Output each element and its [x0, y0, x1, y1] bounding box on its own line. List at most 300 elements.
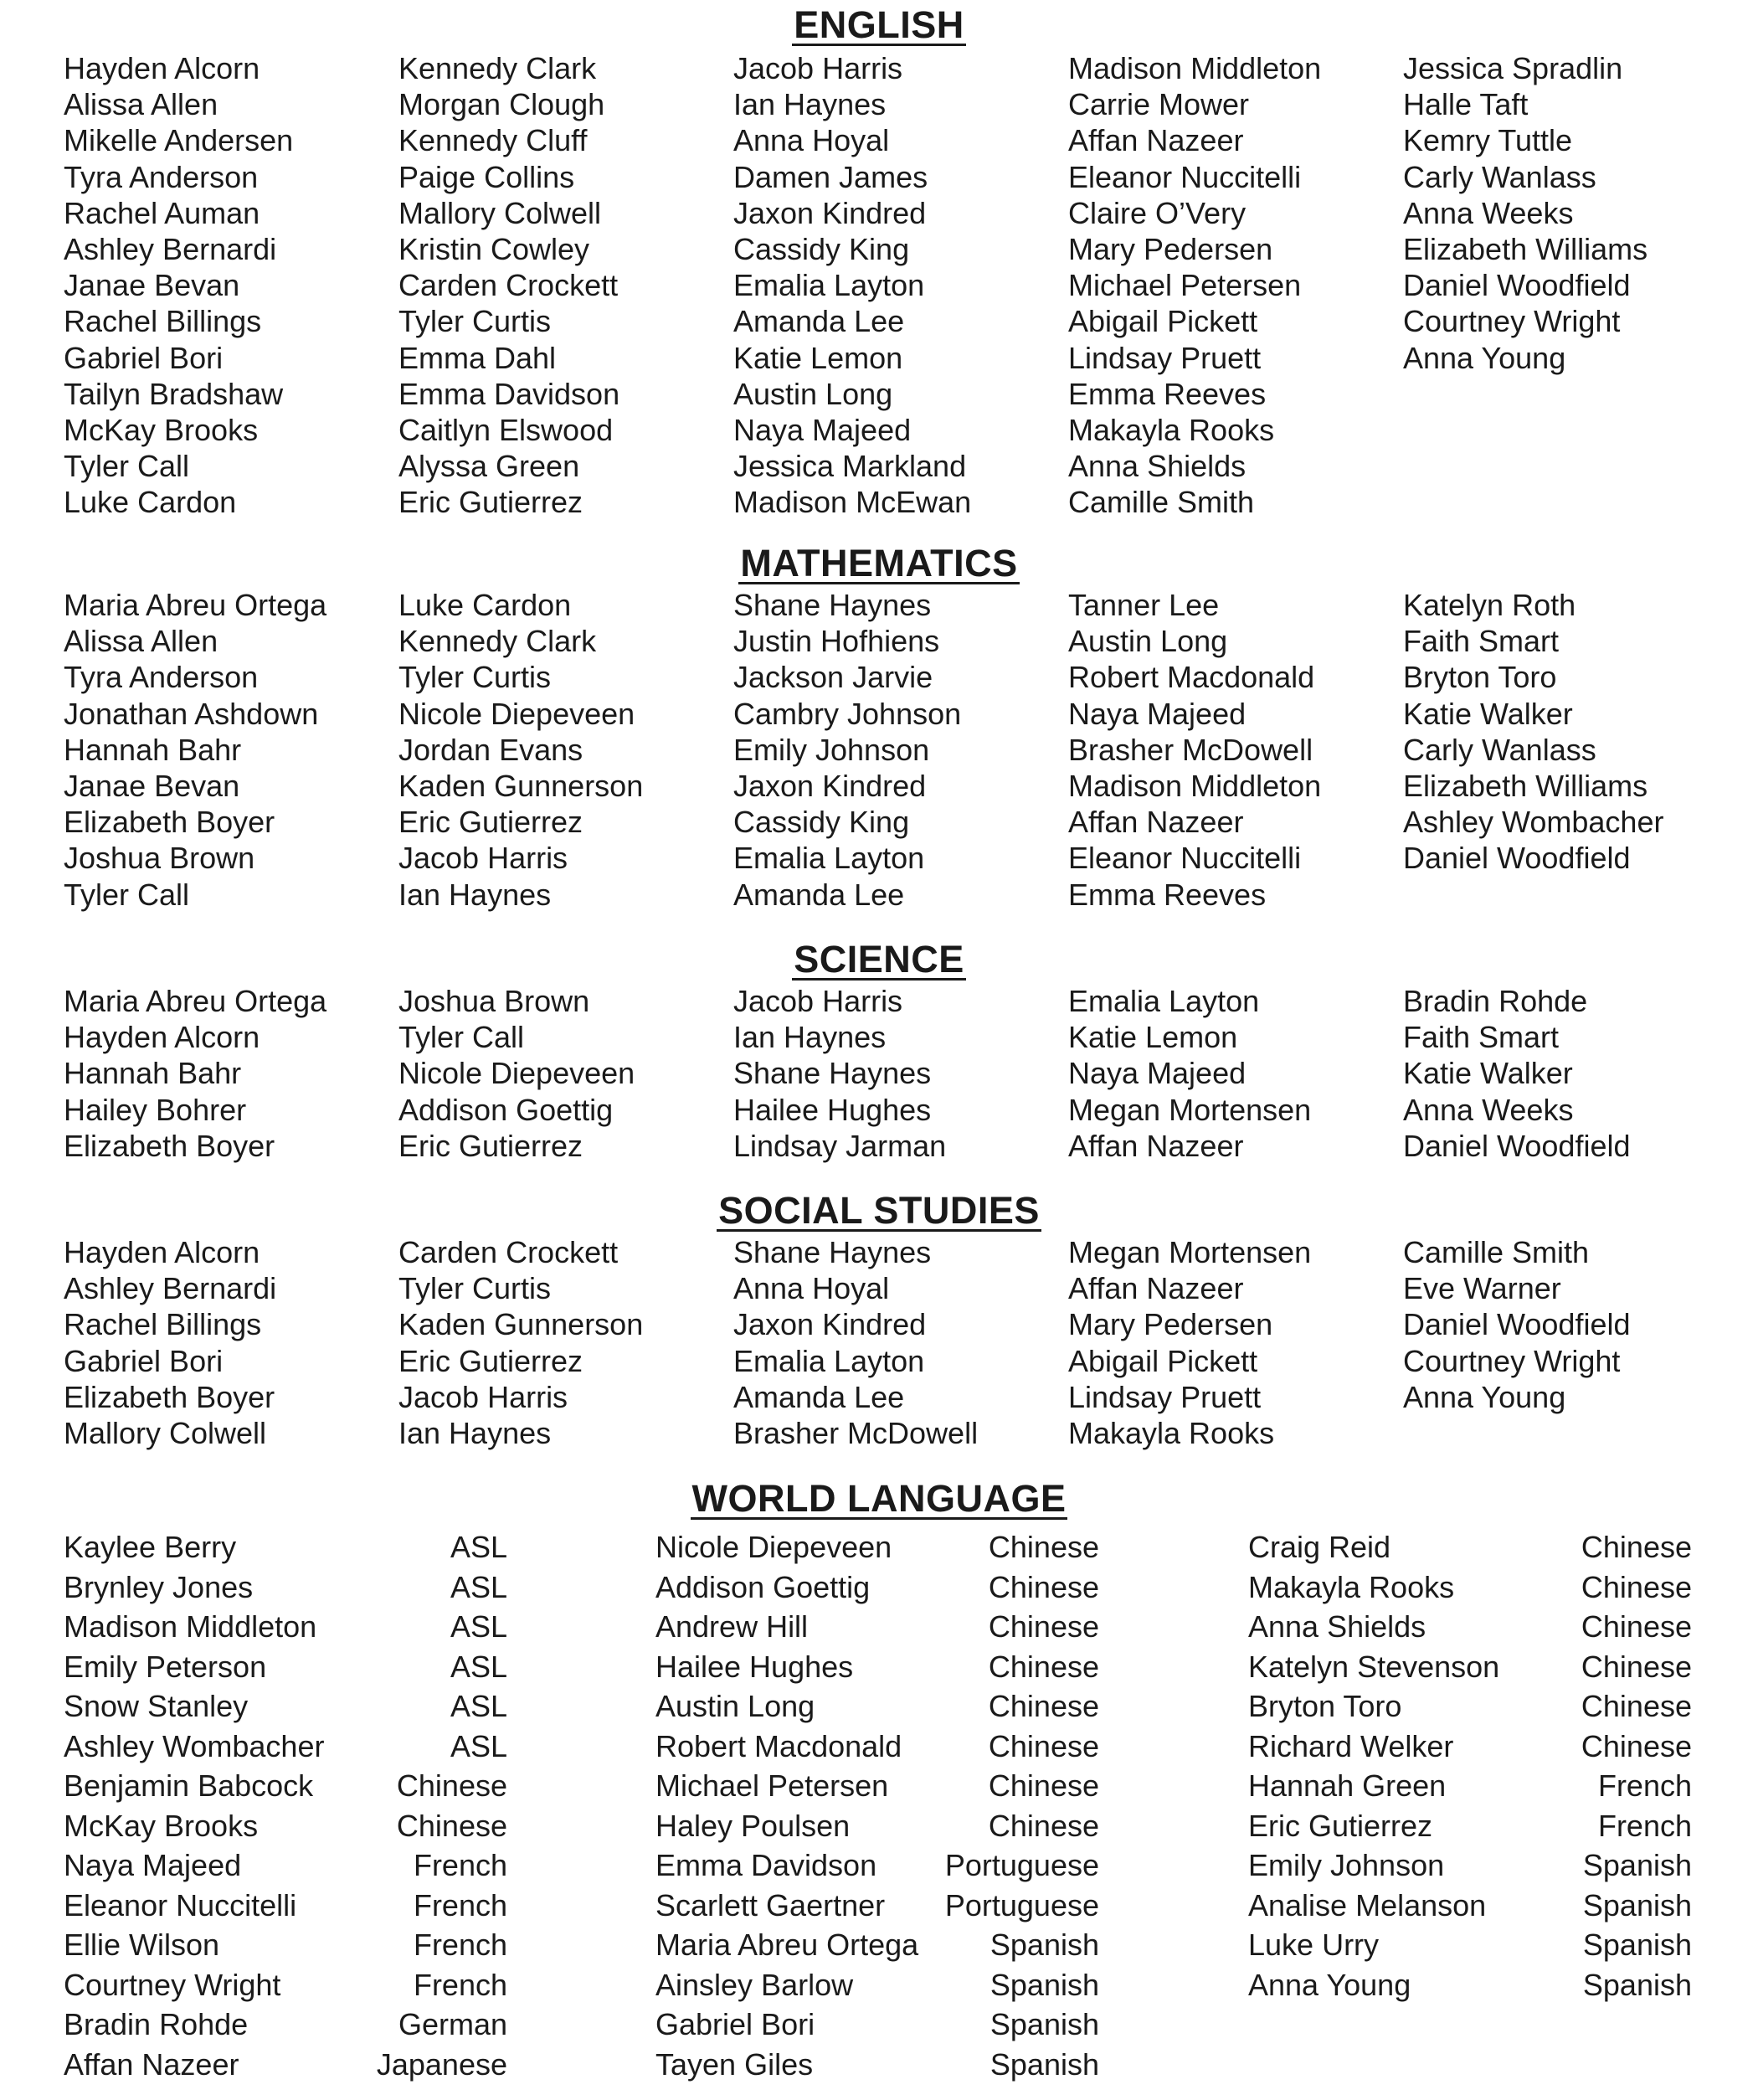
language-row	[655, 1766, 1099, 1806]
student-name: Eric Gutierrez	[1248, 1808, 1433, 1843]
name-column	[1403, 1234, 1738, 1415]
student-name: Addison Goettig	[655, 1569, 871, 1604]
student-name: Hannah Bahr	[64, 1056, 242, 1091]
student-name: Naya Majeed	[733, 412, 912, 447]
student-name: Maria Abreu Ortega	[64, 588, 327, 622]
language-label: Spanish	[990, 1928, 1099, 1962]
student-name: Madison Middleton	[1068, 768, 1322, 803]
student-name: Mallory Colwell	[398, 195, 602, 230]
student-name: Hannah Green	[1248, 1768, 1447, 1803]
language-row	[1248, 1647, 1692, 1687]
language-label: Portuguese	[944, 1887, 1099, 1922]
student-name: Tyler Call	[64, 877, 190, 912]
student-name: Tailyn Bradshaw	[64, 376, 284, 411]
student-name: Eric Gutierrez	[398, 1128, 583, 1163]
language-row	[1248, 1527, 1692, 1567]
world-language-heading: WORLD LANGUAGE	[691, 1477, 1067, 1520]
name-column	[398, 983, 733, 1164]
name-column	[398, 587, 733, 913]
student-name: Cassidy King	[733, 805, 910, 840]
name-column	[1068, 50, 1403, 520]
language-label: Chinese	[396, 1808, 507, 1843]
language-label: ASL	[450, 1530, 507, 1564]
student-name: Jacob Harris	[398, 841, 568, 876]
language-label: Spanish	[1582, 1967, 1692, 2002]
student-name: Snow Stanley	[64, 1689, 249, 1723]
student-name: Anna Shields	[1068, 449, 1247, 484]
name-column	[733, 587, 1068, 913]
student-name: Courtney Wright	[1403, 1343, 1621, 1378]
language-label: Spanish	[990, 1967, 1099, 2002]
student-name: Maria Abreu Ortega	[655, 1928, 919, 1962]
language-label: French	[413, 1887, 507, 1922]
student-name: Ellie Wilson	[64, 1928, 220, 1962]
student-name: Bryton Toro	[1403, 660, 1557, 695]
student-name: Claire O’Very	[1068, 195, 1247, 230]
language-label: Chinese	[1581, 1649, 1692, 1684]
student-name: Austin Long	[733, 376, 893, 411]
student-name: Anna Young	[1248, 1967, 1411, 2002]
student-name: Jonathan Ashdown	[64, 696, 319, 731]
student-name: Emma Dahl	[398, 340, 557, 375]
language-row	[64, 1965, 507, 2005]
language-label: Spanish	[1582, 1928, 1692, 1962]
student-name: Kristin Cowley	[398, 231, 590, 266]
language-label: French	[1597, 1768, 1692, 1803]
language-row	[1248, 1806, 1692, 1846]
language-row	[64, 2005, 507, 2045]
student-name: Naya Majeed	[64, 1848, 242, 1882]
section-title-social-studies	[0, 1189, 1758, 1236]
language-row	[1248, 1567, 1692, 1608]
student-name: Emily Johnson	[1248, 1848, 1445, 1882]
name-column	[1248, 1527, 1692, 2005]
language-label: French	[413, 1967, 507, 2002]
student-name: Bradin Rohde	[64, 2007, 249, 2041]
name-column	[64, 50, 398, 520]
language-label: French	[413, 1928, 507, 1962]
name-column	[733, 1234, 1068, 1451]
student-name: Joshua Brown	[64, 841, 255, 876]
language-row	[1248, 1727, 1692, 1767]
student-name: Daniel Woodfield	[1403, 268, 1631, 303]
language-row	[655, 1806, 1099, 1846]
student-name: Abigail Pickett	[1068, 304, 1258, 339]
student-name: Abigail Pickett	[1068, 1343, 1258, 1378]
language-label: Chinese	[988, 1609, 1099, 1644]
student-name: Elizabeth Boyer	[64, 805, 275, 840]
student-name: Hayden Alcorn	[64, 51, 260, 85]
language-label: Spanish	[1582, 1887, 1692, 1922]
student-name: Alissa Allen	[64, 87, 218, 122]
language-row	[655, 2045, 1099, 2085]
student-name: Anna Weeks	[1403, 1092, 1574, 1127]
student-name: Jacob Harris	[733, 984, 903, 1018]
language-label: Chinese	[1581, 1689, 1692, 1723]
student-name: Anna Hoyal	[733, 123, 890, 158]
language-row	[64, 2045, 507, 2085]
student-name: Katie Walker	[1403, 1056, 1573, 1091]
student-name: Nicole Diepeveen	[398, 1056, 635, 1091]
language-row	[655, 1925, 1099, 1965]
student-name: Rachel Auman	[64, 195, 260, 230]
student-name: Mallory Colwell	[64, 1415, 267, 1450]
student-name: Lindsay Pruett	[1068, 340, 1262, 375]
name-column	[1068, 587, 1403, 913]
student-name: Mary Pedersen	[1068, 1307, 1273, 1342]
language-label: Chinese	[1581, 1609, 1692, 1644]
student-name: Hailey Bohrer	[64, 1092, 247, 1127]
language-row	[1248, 1965, 1692, 2005]
student-name: Jessica Markland	[733, 449, 967, 484]
student-name: Tyra Anderson	[64, 159, 259, 194]
student-name: McKay Brooks	[64, 1808, 259, 1843]
student-name: Kemry Tuttle	[1403, 123, 1573, 158]
student-name: Tyler Curtis	[398, 1271, 552, 1306]
language-label: French	[1597, 1808, 1692, 1843]
student-name: Lindsay Pruett	[1068, 1379, 1262, 1414]
student-name: Makayla Rooks	[1068, 1415, 1275, 1450]
student-name: Megan Mortensen	[1068, 1235, 1312, 1269]
student-name: Hailee Hughes	[655, 1649, 854, 1684]
language-label: ASL	[450, 1728, 507, 1763]
language-label: Chinese	[988, 1689, 1099, 1723]
student-name: Elizabeth Williams	[1403, 231, 1648, 266]
student-name: Courtney Wright	[64, 1967, 281, 2002]
student-name: Shane Haynes	[733, 1235, 932, 1269]
student-name: Janae Bevan	[64, 768, 240, 803]
student-name: Anna Hoyal	[733, 1271, 890, 1306]
language-row	[655, 2005, 1099, 2045]
section-title-mathematics	[0, 542, 1758, 589]
student-name: Tyler Curtis	[398, 304, 552, 339]
student-name: Eleanor Nuccitelli	[1068, 159, 1302, 194]
student-name: Maria Abreu Ortega	[64, 984, 327, 1018]
language-label: Chinese	[988, 1649, 1099, 1684]
language-row	[655, 1686, 1099, 1727]
student-name: Eve Warner	[1403, 1271, 1561, 1306]
student-name: Carly Wanlass	[1403, 159, 1596, 194]
student-name: Courtney Wright	[1403, 304, 1621, 339]
language-row	[655, 1647, 1099, 1687]
student-name: Naya Majeed	[1068, 1056, 1247, 1091]
name-column	[398, 1234, 733, 1451]
student-name: McKay Brooks	[64, 412, 259, 447]
student-name: Cambry Johnson	[733, 696, 962, 731]
name-column	[64, 983, 398, 1164]
student-name: Brynley Jones	[64, 1569, 254, 1604]
language-row	[64, 1925, 507, 1965]
student-name: Jacob Harris	[398, 1379, 568, 1414]
student-name: Michael Petersen	[1068, 268, 1302, 303]
student-name: Paige Collins	[398, 159, 575, 194]
student-name: Katie Walker	[1403, 696, 1573, 731]
language-label: ASL	[450, 1689, 507, 1723]
student-name: Bryton Toro	[1248, 1689, 1402, 1723]
language-row	[1248, 1766, 1692, 1806]
english-heading: ENGLISH	[794, 3, 964, 46]
student-name: Carden Crockett	[398, 268, 619, 303]
student-name: Ian Haynes	[398, 1415, 552, 1450]
language-label: Chinese	[988, 1569, 1099, 1604]
language-label: ASL	[450, 1609, 507, 1644]
name-column	[1068, 1234, 1403, 1451]
name-column	[733, 50, 1068, 520]
language-row	[64, 1607, 507, 1647]
language-row	[1248, 1845, 1692, 1886]
language-label: Chinese	[988, 1530, 1099, 1564]
student-name: Katie Lemon	[733, 340, 903, 375]
student-name: Katelyn Roth	[1403, 588, 1576, 622]
student-name: Brasher McDowell	[1068, 732, 1313, 767]
language-label: Chinese	[988, 1728, 1099, 1763]
language-label: Chinese	[1581, 1530, 1692, 1564]
student-name: Luke Urry	[1248, 1928, 1380, 1962]
student-name: Mikelle Andersen	[64, 123, 294, 158]
student-name: Luke Cardon	[398, 588, 572, 622]
student-name: Kennedy Cluff	[398, 123, 588, 158]
language-row	[655, 1567, 1099, 1608]
student-name: Emma Reeves	[1068, 877, 1267, 912]
student-name: Lindsay Jarman	[733, 1128, 947, 1163]
student-name: Eric Gutierrez	[398, 805, 583, 840]
name-column	[398, 50, 733, 520]
language-row	[655, 1886, 1099, 1926]
student-name: Halle Taft	[1403, 87, 1529, 122]
language-row	[64, 1686, 507, 1727]
language-row	[655, 1727, 1099, 1767]
student-name: Kennedy Clark	[398, 624, 597, 659]
student-name: Katelyn Stevenson	[1248, 1649, 1500, 1684]
name-column	[1403, 50, 1738, 376]
student-name: Eric Gutierrez	[398, 1343, 583, 1378]
language-row	[1248, 1686, 1692, 1727]
student-name: Megan Mortensen	[1068, 1092, 1312, 1127]
student-name: Carden Crockett	[398, 1235, 619, 1269]
student-name: Jaxon Kindred	[733, 195, 927, 230]
student-name: Morgan Clough	[398, 87, 605, 122]
student-name: Brasher McDowell	[733, 1415, 979, 1450]
student-name: Hayden Alcorn	[64, 1020, 260, 1055]
student-name: Eleanor Nuccitelli	[64, 1887, 297, 1922]
social-studies-heading: SOCIAL STUDIES	[718, 1189, 1040, 1232]
language-row	[1248, 1886, 1692, 1926]
student-name: Makayla Rooks	[1248, 1569, 1455, 1604]
language-label: Chinese	[396, 1768, 507, 1803]
student-name: Haley Poulsen	[655, 1808, 851, 1843]
student-name: Robert Macdonald	[1068, 660, 1315, 695]
student-name: Jackson Jarvie	[733, 660, 933, 695]
student-name: Affan Nazeer	[1068, 1128, 1244, 1163]
language-label: Chinese	[988, 1808, 1099, 1843]
student-name: Rachel Billings	[64, 1307, 262, 1342]
student-name: Naya Majeed	[1068, 696, 1247, 731]
student-name: Addison Goettig	[398, 1092, 614, 1127]
student-name: Michael Petersen	[655, 1768, 889, 1803]
language-label: Chinese	[1581, 1728, 1692, 1763]
student-name: Shane Haynes	[733, 1056, 932, 1091]
student-name: Emily Johnson	[733, 732, 930, 767]
student-name: Tyra Anderson	[64, 660, 259, 695]
student-name: Katie Lemon	[1068, 1020, 1238, 1055]
student-name: Andrew Hill	[655, 1609, 809, 1644]
student-name: Kennedy Clark	[398, 51, 597, 85]
student-name: Tyler Curtis	[398, 660, 552, 695]
section-title-english	[0, 3, 1758, 50]
student-name: Tanner Lee	[1068, 588, 1220, 622]
language-row	[655, 1527, 1099, 1567]
science-heading: SCIENCE	[794, 938, 964, 981]
student-name: Anna Weeks	[1403, 195, 1574, 230]
language-row	[64, 1527, 507, 1567]
student-name: Gabriel Bori	[655, 2007, 815, 2041]
student-name: Ashley Bernardi	[64, 231, 277, 266]
name-column	[64, 1527, 507, 2084]
student-name: Amanda Lee	[733, 1379, 905, 1414]
student-name: Affan Nazeer	[1068, 805, 1244, 840]
student-name: Emalia Layton	[1068, 984, 1260, 1018]
student-name: Camille Smith	[1403, 1235, 1590, 1269]
student-name: Madison McEwan	[733, 485, 972, 520]
student-name: Jacob Harris	[733, 51, 903, 85]
student-name: Gabriel Bori	[64, 1343, 224, 1378]
language-label: Spanish	[1582, 1848, 1692, 1882]
language-row	[655, 1965, 1099, 2005]
student-name: Benjamin Babcock	[64, 1768, 314, 1803]
student-name: Eleanor Nuccitelli	[1068, 841, 1302, 876]
student-name: Joshua Brown	[398, 984, 590, 1018]
student-name: Jaxon Kindred	[733, 768, 927, 803]
language-label: Japanese	[376, 2046, 507, 2082]
student-name: Daniel Woodfield	[1403, 1128, 1631, 1163]
student-name: Emma Davidson	[398, 376, 620, 411]
student-name: Faith Smart	[1403, 1020, 1560, 1055]
language-row	[1248, 1925, 1692, 1965]
student-name: Emma Reeves	[1068, 376, 1267, 411]
student-name: Austin Long	[655, 1689, 815, 1723]
language-label: ASL	[450, 1649, 507, 1684]
student-name: Anna Shields	[1248, 1609, 1426, 1644]
student-name: Luke Cardon	[64, 485, 237, 520]
language-label: Spanish	[990, 2046, 1099, 2082]
language-row	[64, 1567, 507, 1608]
name-column	[1068, 983, 1403, 1164]
student-name: Affan Nazeer	[1068, 123, 1244, 158]
student-name: Emily Peterson	[64, 1649, 267, 1684]
student-name: Kaden Gunnerson	[398, 1307, 644, 1342]
name-column	[733, 983, 1068, 1164]
student-name: Alissa Allen	[64, 624, 218, 659]
student-name: Makayla Rooks	[1068, 412, 1275, 447]
student-name: Ian Haynes	[733, 87, 887, 122]
student-name: Eric Gutierrez	[398, 485, 583, 520]
name-column	[64, 587, 398, 913]
student-name: Emalia Layton	[733, 268, 925, 303]
student-name: Madison Middleton	[64, 1609, 317, 1644]
student-name: Nicole Diepeveen	[398, 696, 635, 731]
student-name: Hailee Hughes	[733, 1092, 932, 1127]
student-name: Nicole Diepeveen	[655, 1530, 892, 1564]
language-label: Chinese	[1581, 1569, 1692, 1604]
student-name: Hannah Bahr	[64, 732, 242, 767]
student-name: Tayen Giles	[655, 2046, 814, 2082]
student-name: Caitlyn Elswood	[398, 412, 614, 447]
mathematics-heading: MATHEMATICS	[740, 542, 1018, 584]
student-name: Scarlett Gaertner	[655, 1887, 886, 1922]
student-name: Ashley Bernardi	[64, 1271, 277, 1306]
student-name: Ainsley Barlow	[655, 1967, 854, 2002]
student-name: Cassidy King	[733, 231, 910, 266]
student-name: Justin Hofhiens	[733, 624, 940, 659]
name-column	[1403, 983, 1738, 1164]
student-name: Austin Long	[1068, 624, 1228, 659]
student-name: Bradin Rohde	[1403, 984, 1588, 1018]
student-name: Tyler Call	[398, 1020, 525, 1055]
student-name: Daniel Woodfield	[1403, 1307, 1631, 1342]
student-name: Affan Nazeer	[1068, 1271, 1244, 1306]
student-name: Emalia Layton	[733, 1343, 925, 1378]
student-name: Robert Macdonald	[655, 1728, 902, 1763]
name-column	[1403, 587, 1738, 877]
student-name: Hayden Alcorn	[64, 1235, 260, 1269]
student-name: Rachel Billings	[64, 304, 262, 339]
language-label: Spanish	[990, 2007, 1099, 2041]
section-title-science	[0, 938, 1758, 985]
student-name: Craig Reid	[1248, 1530, 1391, 1564]
student-name: Jordan Evans	[398, 732, 583, 767]
student-name: Jessica Spradlin	[1403, 51, 1623, 85]
language-label: German	[398, 2007, 507, 2041]
language-row	[64, 1806, 507, 1846]
language-label: French	[413, 1848, 507, 1882]
language-label: Chinese	[988, 1768, 1099, 1803]
student-name: Amanda Lee	[733, 877, 905, 912]
name-column	[64, 1234, 398, 1451]
student-name: Carly Wanlass	[1403, 732, 1596, 767]
student-name: Jaxon Kindred	[733, 1307, 927, 1342]
student-name: Faith Smart	[1403, 624, 1560, 659]
language-row	[1248, 1607, 1692, 1647]
student-name: Damen James	[733, 159, 928, 194]
student-name: Amanda Lee	[733, 304, 905, 339]
language-row	[655, 1607, 1099, 1647]
student-name: Emalia Layton	[733, 841, 925, 876]
student-name: Ashley Wombacher	[1403, 805, 1664, 840]
language-row	[64, 1766, 507, 1806]
student-name: Elizabeth Boyer	[64, 1128, 275, 1163]
student-name: Elizabeth Williams	[1403, 768, 1648, 803]
student-name: Anna Young	[1403, 340, 1566, 375]
student-name: Affan Nazeer	[64, 2046, 239, 2082]
student-name: Ashley Wombacher	[64, 1728, 325, 1763]
student-name: Daniel Woodfield	[1403, 841, 1631, 876]
name-column	[655, 1527, 1099, 2084]
student-name: Mary Pedersen	[1068, 231, 1273, 266]
language-label: Portuguese	[944, 1848, 1099, 1882]
student-name: Janae Bevan	[64, 268, 240, 303]
language-row	[64, 1886, 507, 1926]
student-name: Kaylee Berry	[64, 1530, 237, 1564]
language-label: ASL	[450, 1569, 507, 1604]
student-name: Richard Welker	[1248, 1728, 1454, 1763]
language-row	[64, 1845, 507, 1886]
student-name: Ian Haynes	[398, 877, 552, 912]
student-name: Emma Davidson	[655, 1848, 877, 1882]
student-name: Gabriel Bori	[64, 340, 224, 375]
student-name: Ian Haynes	[733, 1020, 887, 1055]
student-name: Madison Middleton	[1068, 51, 1322, 85]
language-row	[64, 1727, 507, 1767]
